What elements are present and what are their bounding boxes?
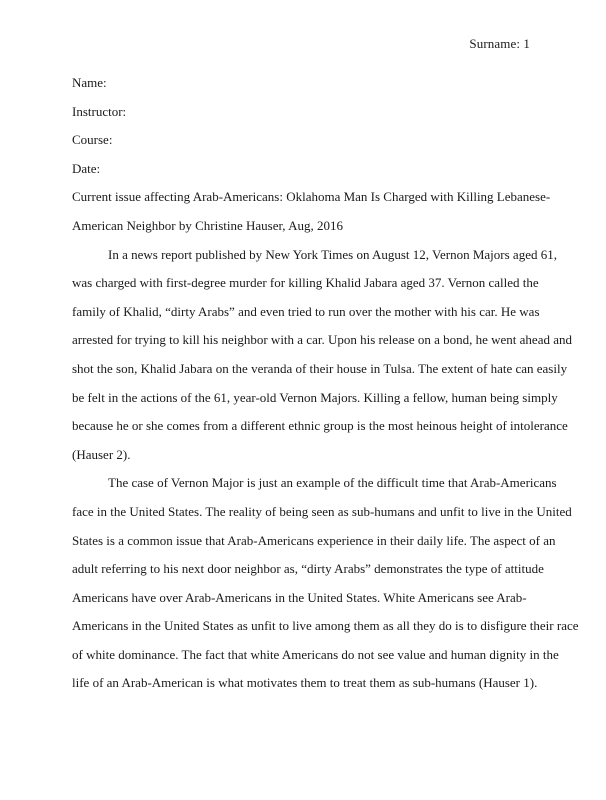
instructor-line: Instructor: [72,103,127,119]
paragraph-1-line: arrested for trying to kill his neighbor with a car. Upon his release on a bond, he went ahead and [72,332,572,348]
paragraph-2-line: life of an Arab-American is what motivates them to treat them as sub-humans (Hauser 1). [72,675,538,691]
date-line: Date: [72,160,101,176]
page-header-surname: Surname: 1 [469,36,530,51]
paragraph-2-line: face in the United States. The reality of being seen as sub-humans and unfit to live in the United [72,503,572,519]
paragraph-1-line: family of Khalid, “dirty Arabs” and even tried to run over the mother with his car. He was [72,303,540,319]
paragraph-1 [72,241,572,470]
course-line: Course: [72,132,113,148]
paragraph-1-line: be felt in the actions of the 61, year-old Vernon Majors. Killing a fellow, human being simply [72,389,558,405]
paragraph-1-line: was charged with first-degree murder for killing Khalid Jabara aged 37. Vernon called the [72,275,539,291]
paragraph-2-line: of white dominance. The fact that white Americans do not see value and human dignity in the [72,646,559,662]
paragraph-2-line: Americans have over Arab-Americans in the United States. White Americans see Arab- [72,589,527,605]
paragraph-1-line: In a news report published by New York Times on August 12, Vernon Majors aged 61, [108,246,557,262]
title-line-1: Current issue affecting Arab-Americans: Oklahoma Man Is Charged with Killing Lebanese- [72,189,551,205]
paragraph-1-line: (Hauser 2). [72,446,131,462]
paragraph-2 [72,469,579,698]
paragraph-1-line: because he or she comes from a different ethnic group is the most heinous height of intolerance [72,418,568,434]
paragraph-1-line: shot the son, Khalid Jabara on the veranda of their house in Tulsa. The extent of hate can easily [72,360,568,376]
title-line-2: American Neighbor by Christine Hauser, Aug, 2016 [72,217,343,233]
paragraph-2-line: adult referring to his next door neighbor as, “dirty Arabs” demonstrates the type of attitude [72,561,544,577]
paragraph-2-line: The case of Vernon Major is just an example of the difficult time that Arab-Americans [108,475,557,491]
name-line: Name: [72,75,107,90]
document-body [72,69,579,698]
paragraph-2-line: States is a common issue that Arab-Americans experience in their daily life. The aspect of an [72,532,556,548]
paragraph-2-line: Americans in the United States as unfit to live among them as all they do is to disfigure their race [72,618,579,634]
